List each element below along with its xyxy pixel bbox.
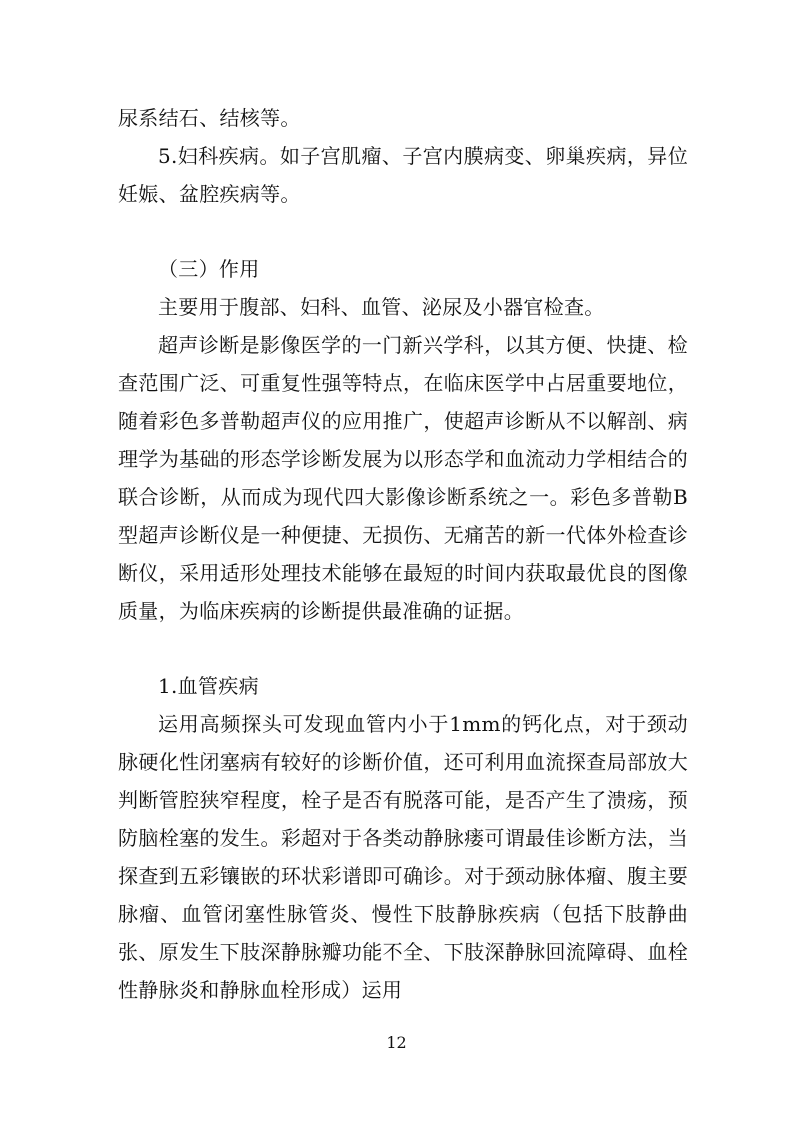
paragraph-vascular-diagnosis: 运用高频探头可发现血管内小于1mm的钙化点，对于颈动脉硬化性闭塞病有较好的诊断价值，还可利用血流探查局部放大判断管腔狭窄程度，栓子是否有脱落可能，是否产生了溃疡，预防脑栓塞的发生。彩超对于各类动静脉瘘可谓最佳诊断方法，当探查到五彩镶嵌的环状彩谱即可确诊。对于颈动脉体瘤、腹主要脉瘤、血管闭塞性脉管炎、慢性下肢静脉疾病（包括下肢静曲张、原发生下肢深静脉瓣功能不全、下肢深静脉回流障碍、血栓性静脉炎和静脉血栓形成）运用	[118, 712, 688, 1002]
subheading-vascular-diseases: 1.血管疾病	[158, 674, 259, 698]
paragraph-gynecological-diseases: 5.妇科疾病。如子宫肌瘤、子宫内膜病变、卵巢疾病，异位妊娠、盆腔疾病等。	[118, 144, 688, 206]
paragraph-main-uses: 主要用于腹部、妇科、血管、泌尿及小器官检查。	[158, 295, 605, 319]
paragraph-continuation: 尿系结石、结核等。	[118, 106, 301, 130]
paragraph-ultrasound-overview: 超声诊断是影像医学的一门新兴学科，以其方便、快捷、检查范围广泛、可重复性强等特点，在临床医学中占居重要地位，随着彩色多普勒超声仪的应用推广，使超声诊断从不以解剖、病理学为基础的形态学诊断发展为以形态学和血流动力学相结合的联合诊断，从而成为现代四大影像诊断系统之一。彩色多普勒B型超声诊断仪是一种便捷、无损伤、无痛苦的新一代体外检查诊断仪，采用适形处理技术能够在最短的时间内获取最优良的图像质量，为临床疾病的诊断提供最准确的证据。	[118, 333, 688, 623]
page-number: 12	[386, 1033, 407, 1052]
section-heading-function: （三）作用	[158, 257, 260, 281]
